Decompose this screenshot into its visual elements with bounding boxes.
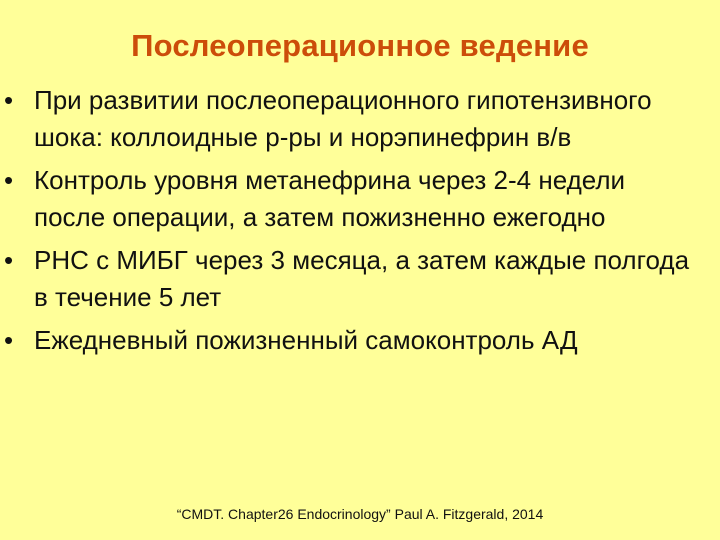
bullet-text: РНС с МИБГ через 3 месяца, а затем каждые полгода в течение 5 лет (34, 245, 690, 312)
bullet-text: Контроль уровня метанефрина через 2-4 недели после операции, а затем пожизненно ежегодно (34, 165, 626, 232)
bullet-list (0, 82, 720, 365)
citation: “CMDT. Chapter26 Endocrinology” Paul A. Fitzgerald, 2014 (176, 506, 544, 522)
bullet-item (0, 322, 694, 359)
bullet-text: Ежедневный пожизненный самоконтроль АД (34, 325, 578, 355)
bullet-marker: • (4, 325, 14, 355)
bullet-text: При развитии послеоперационного гипотензивного шока: коллоидные р-ры и норэпинефрин в/в (34, 85, 652, 152)
bullet-item (0, 242, 694, 316)
bullet-item (0, 82, 694, 156)
bullet-marker: • (4, 85, 14, 115)
bullet-marker: • (4, 165, 14, 195)
bullet-marker: • (4, 245, 14, 275)
bullet-item (0, 162, 694, 236)
slide-title: Послеоперационное ведение (131, 28, 589, 63)
